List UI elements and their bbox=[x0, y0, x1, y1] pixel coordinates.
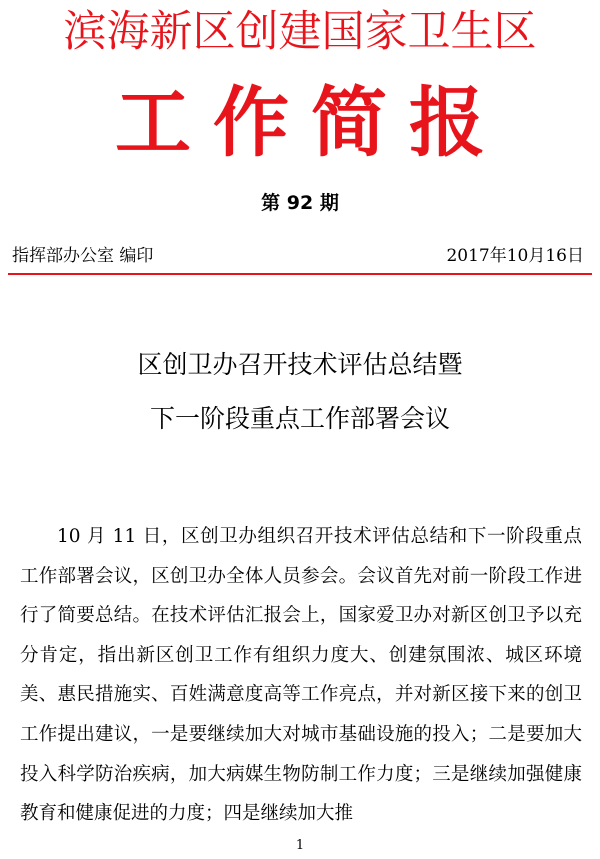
masthead-main-title: 工作简报 bbox=[115, 78, 507, 167]
article-body: 10 月 11 日，区创卫办组织召开技术评估总结和下一阶段重点工作部署会议，区创卫办全体人员参会。会议首先对前一阶段工作进行了简要总结。在技术评估汇报会上，国家爱卫办对新区创卫予以充分肯定，指出新区创卫工作有组织力度大、创建氛围浓、城区环境美、惠民措施实、百姓满意度高等工作亮点，并对新区接下来的创卫工作提出建议，一是要继续加大对城市基础设施的投入；二是要加大投入科学防治疾病，加大病媒生物防制工作力度；三是继续加强健康教育和健康促进的力度；四是继续加大推 bbox=[20, 526, 582, 825]
meta-row bbox=[12, 245, 584, 269]
article-heading-line-1: 区创卫办召开技术评估总结暨 bbox=[137, 350, 463, 379]
red-divider bbox=[8, 273, 592, 275]
page-number: 1 bbox=[295, 838, 305, 853]
masthead-title: 滨海新区创建国家卫生区 bbox=[63, 7, 537, 57]
issue-date: 2017年10月16日 bbox=[446, 246, 584, 266]
article-heading-line-2: 下一阶段重点工作部署会议 bbox=[149, 404, 450, 433]
issue-number: 第 92 期 bbox=[261, 192, 339, 214]
issuer-label: 指挥部办公室 编印 bbox=[12, 246, 154, 266]
